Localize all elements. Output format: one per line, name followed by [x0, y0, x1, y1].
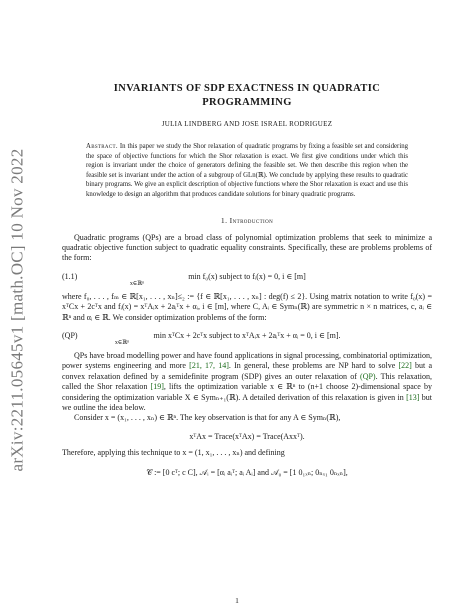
paper-title	[62, 82, 432, 110]
intro-paragraph-2: where f₀, . . . , fₘ ∈ ℝ[x₁, . . . , xₙ]≤₂ := {f ∈ ℝ[x₁, . . . , xₙ] : deg(f) ≤ 2}. Using matrix notation to write f₀(x) = xᵀCx + 2cᵀx and fᵢ(x) = xᵀAᵢx + 2aᵢᵀx + αᵢ, i ∈ [m], where C, Aᵢ ∈ Symₙ(ℝ) are symmetric n × n matrices, c, aᵢ ∈ ℝⁿ and αᵢ ∈ ℝ. We consider optimization problems of the form:	[62, 291, 432, 322]
equation-text: min f₀(x) subject to fᵢ(x) = 0, i ∈ [m]	[188, 271, 306, 281]
equation-subscript: x∈ℝⁿ	[114, 340, 130, 346]
citation-link[interactable]: [22]	[398, 361, 412, 371]
equation-body	[62, 331, 432, 346]
title-line-1: INVARIANTS OF SDP EXACTNESS IN QUADRATIC	[113, 83, 381, 94]
text-run: . This relaxation, called the Shor relaxation	[62, 371, 432, 392]
paper-authors: JULIA LINDBERG AND JOSE ISRAEL RODRIGUEZ	[161, 120, 333, 128]
text-run: , lifts the optimization variable x ∈ ℝⁿ to (n+1 choose 2)-dimensional space by considering the optimization variable X ∈ Symₙ₊₁(ℝ). A detailed derivation of this relaxation is given in	[62, 382, 432, 402]
arxiv-sidebar	[6, 130, 28, 490]
equation-tag: (1.1)	[62, 271, 78, 281]
paper-page	[62, 78, 432, 488]
intro-paragraph-5: Therefore, applying this technique to x = (1, x₁, . . . , xₙ) and defining	[62, 447, 285, 457]
equation-text: xᵀAx = Trace(xᵀAx) = Trace(Axxᵀ).	[189, 431, 305, 441]
intro-paragraph-4: Consider x = (x₁, . . . , xₙ) ∈ ℝⁿ. The key observation is that for any A ∈ Symₙ(ℝ),	[74, 413, 341, 423]
equation-text: min xᵀCx + 2cᵀx subject to xᵀAᵢx + 2aᵢᵀx + αᵢ = 0, i ∈ [m].	[153, 331, 341, 340]
equation-body	[62, 272, 432, 287]
equation-trace	[62, 428, 432, 444]
text-run: but we outline the idea below.	[62, 392, 432, 413]
page-number: 1	[235, 596, 239, 605]
citation-link[interactable]: [21, 17, 14]	[189, 361, 229, 371]
title-line-2: PROGRAMMING	[202, 97, 292, 108]
citation-link[interactable]: [13]	[406, 392, 420, 402]
equation-qp	[62, 327, 432, 347]
equation-tag: (QP)	[62, 331, 78, 340]
text-run: but a convex relaxation defined by a semidefinite program (SDP) gives an outer relaxation of	[62, 361, 433, 381]
citation-link[interactable]: [19]	[150, 382, 164, 392]
equation-matrices	[62, 462, 432, 484]
intro-paragraph-1: Quadratic programs (QPs) are a broad class of polynomial optimization problems that seek to minimize a quadratic objective function subject to quadratic equality constraints. Specifically, these are problems problems of the form:	[62, 232, 432, 263]
equation-subscript: x∈ℝⁿ	[129, 280, 145, 287]
abstract-text: In this paper we study the Shor relaxation of quadratic programs by fixing a feasible set and considering the space of objective functions for which the Shor relaxation is exact. We first give conditions under which this region is invariant under the choice of generators defining the feasible set. We then describe this region when the feasible set is invariant under the action of a subgroup of GLn(ℝ). We conclude by applying these results to quadratic binary programs. We give an explicit description of objective functions where the Shor relaxation is exact and use this knowledge to design an algorithm that produces candidate solutions for binary quadratic programs.	[86, 143, 409, 198]
equation-1-1	[62, 268, 432, 288]
arxiv-identifier: arXiv:2211.05645v1 [math.OC] 10 Nov 2022	[7, 148, 27, 472]
equation-text: 𝒞 := [0 cᵀ; c C], 𝒜ᵢ = [αᵢ aᵢᵀ; aᵢ Aᵢ] and 𝒜₀ = [1 0₁ₓₙ; 0ₙₓ₁ 0ₙₓₙ],	[146, 468, 348, 478]
text-run: . In general, these problems are NP hard to solve	[228, 361, 399, 371]
text-run: QPs have broad modelling power and have found applications in signal processing, combinatorial optimization, power systems engineering and more	[62, 351, 432, 371]
section-heading-introduction: 1. Introduction	[220, 215, 274, 225]
abstract-label: Abstract.	[86, 143, 118, 150]
equation-ref-link[interactable]: (QP)	[360, 371, 376, 381]
abstract	[86, 142, 408, 200]
intro-paragraph-3	[62, 351, 432, 413]
